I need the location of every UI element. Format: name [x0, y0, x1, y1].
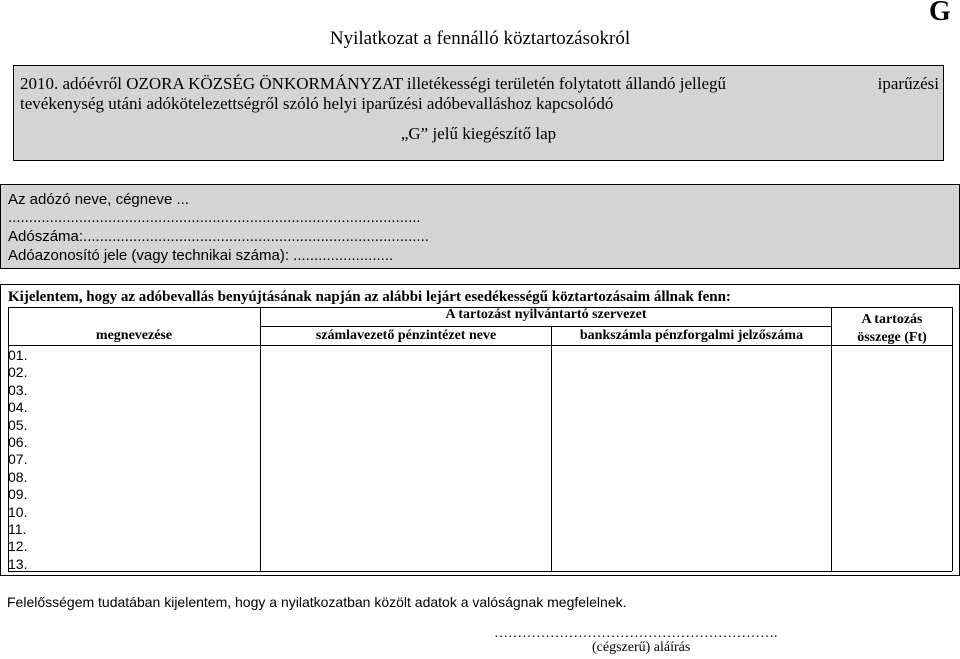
taxpayer-name-field[interactable]: Az adózó neve, cégneve ... [8, 191, 189, 208]
row-number: 13. [8, 555, 28, 572]
col-account-header: bankszámla pénzforgalmi jelzőszáma [579, 328, 804, 343]
row-number: 02. [8, 364, 28, 381]
debts-section [0, 284, 960, 576]
col-name-header: megnevezése [95, 328, 173, 343]
intro-line-2: tevékenység utáni adókötelezettségről szóló helyi iparűzési adóbevalláshoz kapcsolódó [20, 94, 614, 113]
tax-number-field[interactable]: Adószáma:................................................................................... [8, 228, 429, 245]
form-letter: G [929, 0, 951, 27]
intro-line-1: 2010. adóévről OZORA KÖZSÉG ÖNKORMÁNYZAT illetékességi területén folytatott állandó jellegű [20, 74, 727, 93]
signature-label: (cégszerű) aláírás [592, 640, 691, 655]
col-divider-1 [260, 326, 261, 571]
group-header: A tartozást nyilvántartó szervezet [445, 307, 647, 322]
amount-header-line2: összege (Ft) [857, 330, 927, 345]
col-divider-3 [831, 307, 832, 571]
row-number: 06. [8, 434, 28, 450]
header-bottom-border [8, 345, 952, 346]
row-number: 04. [8, 399, 28, 416]
declaration-text: Kijelentem, hogy az adóbevallás benyújtásának napján az alábbi lejárt esedékességű köztartozásaim állnak fenn: [8, 289, 731, 305]
intro-line-1-end: iparűzési [877, 74, 939, 93]
row-number: 11. [8, 521, 27, 537]
row-number: 01. [8, 347, 28, 363]
tax-id-field[interactable]: Adóazonosító jele (vagy technikai száma): ........................ [8, 247, 394, 264]
signature-line[interactable]: ……………………………………………………. [494, 626, 778, 641]
row-number: 12. [8, 538, 28, 555]
table-bottom-border [8, 571, 952, 572]
page-title: Nyilatkozat a fennálló köztartozásokról [329, 28, 631, 49]
intro-box [13, 65, 944, 161]
row-number: 10. [8, 503, 28, 520]
taxpayer-box [0, 184, 960, 269]
group-header-divider [260, 326, 831, 327]
row-number: 08. [8, 468, 28, 485]
row-number: 09. [8, 486, 28, 503]
col-divider-2 [551, 326, 552, 571]
amount-header-line1: A tartozás [861, 312, 923, 327]
taxpayer-name-field-cont[interactable]: ................................................................................................... [8, 209, 421, 226]
row-number: 03. [8, 381, 28, 398]
table-right-border [952, 307, 953, 571]
intro-subtitle: „G” jelű kiegészítő lap [400, 124, 557, 143]
row-number: 05. [8, 416, 28, 433]
row-number: 07. [8, 451, 28, 468]
footer-statement: Felelősségem tudatában kijelentem, hogy a nyilatkozatban közölt adatok a valóságnak megfelelnek. [7, 594, 627, 610]
col-bank-header: számlavezető pénzintézet neve [315, 328, 497, 343]
